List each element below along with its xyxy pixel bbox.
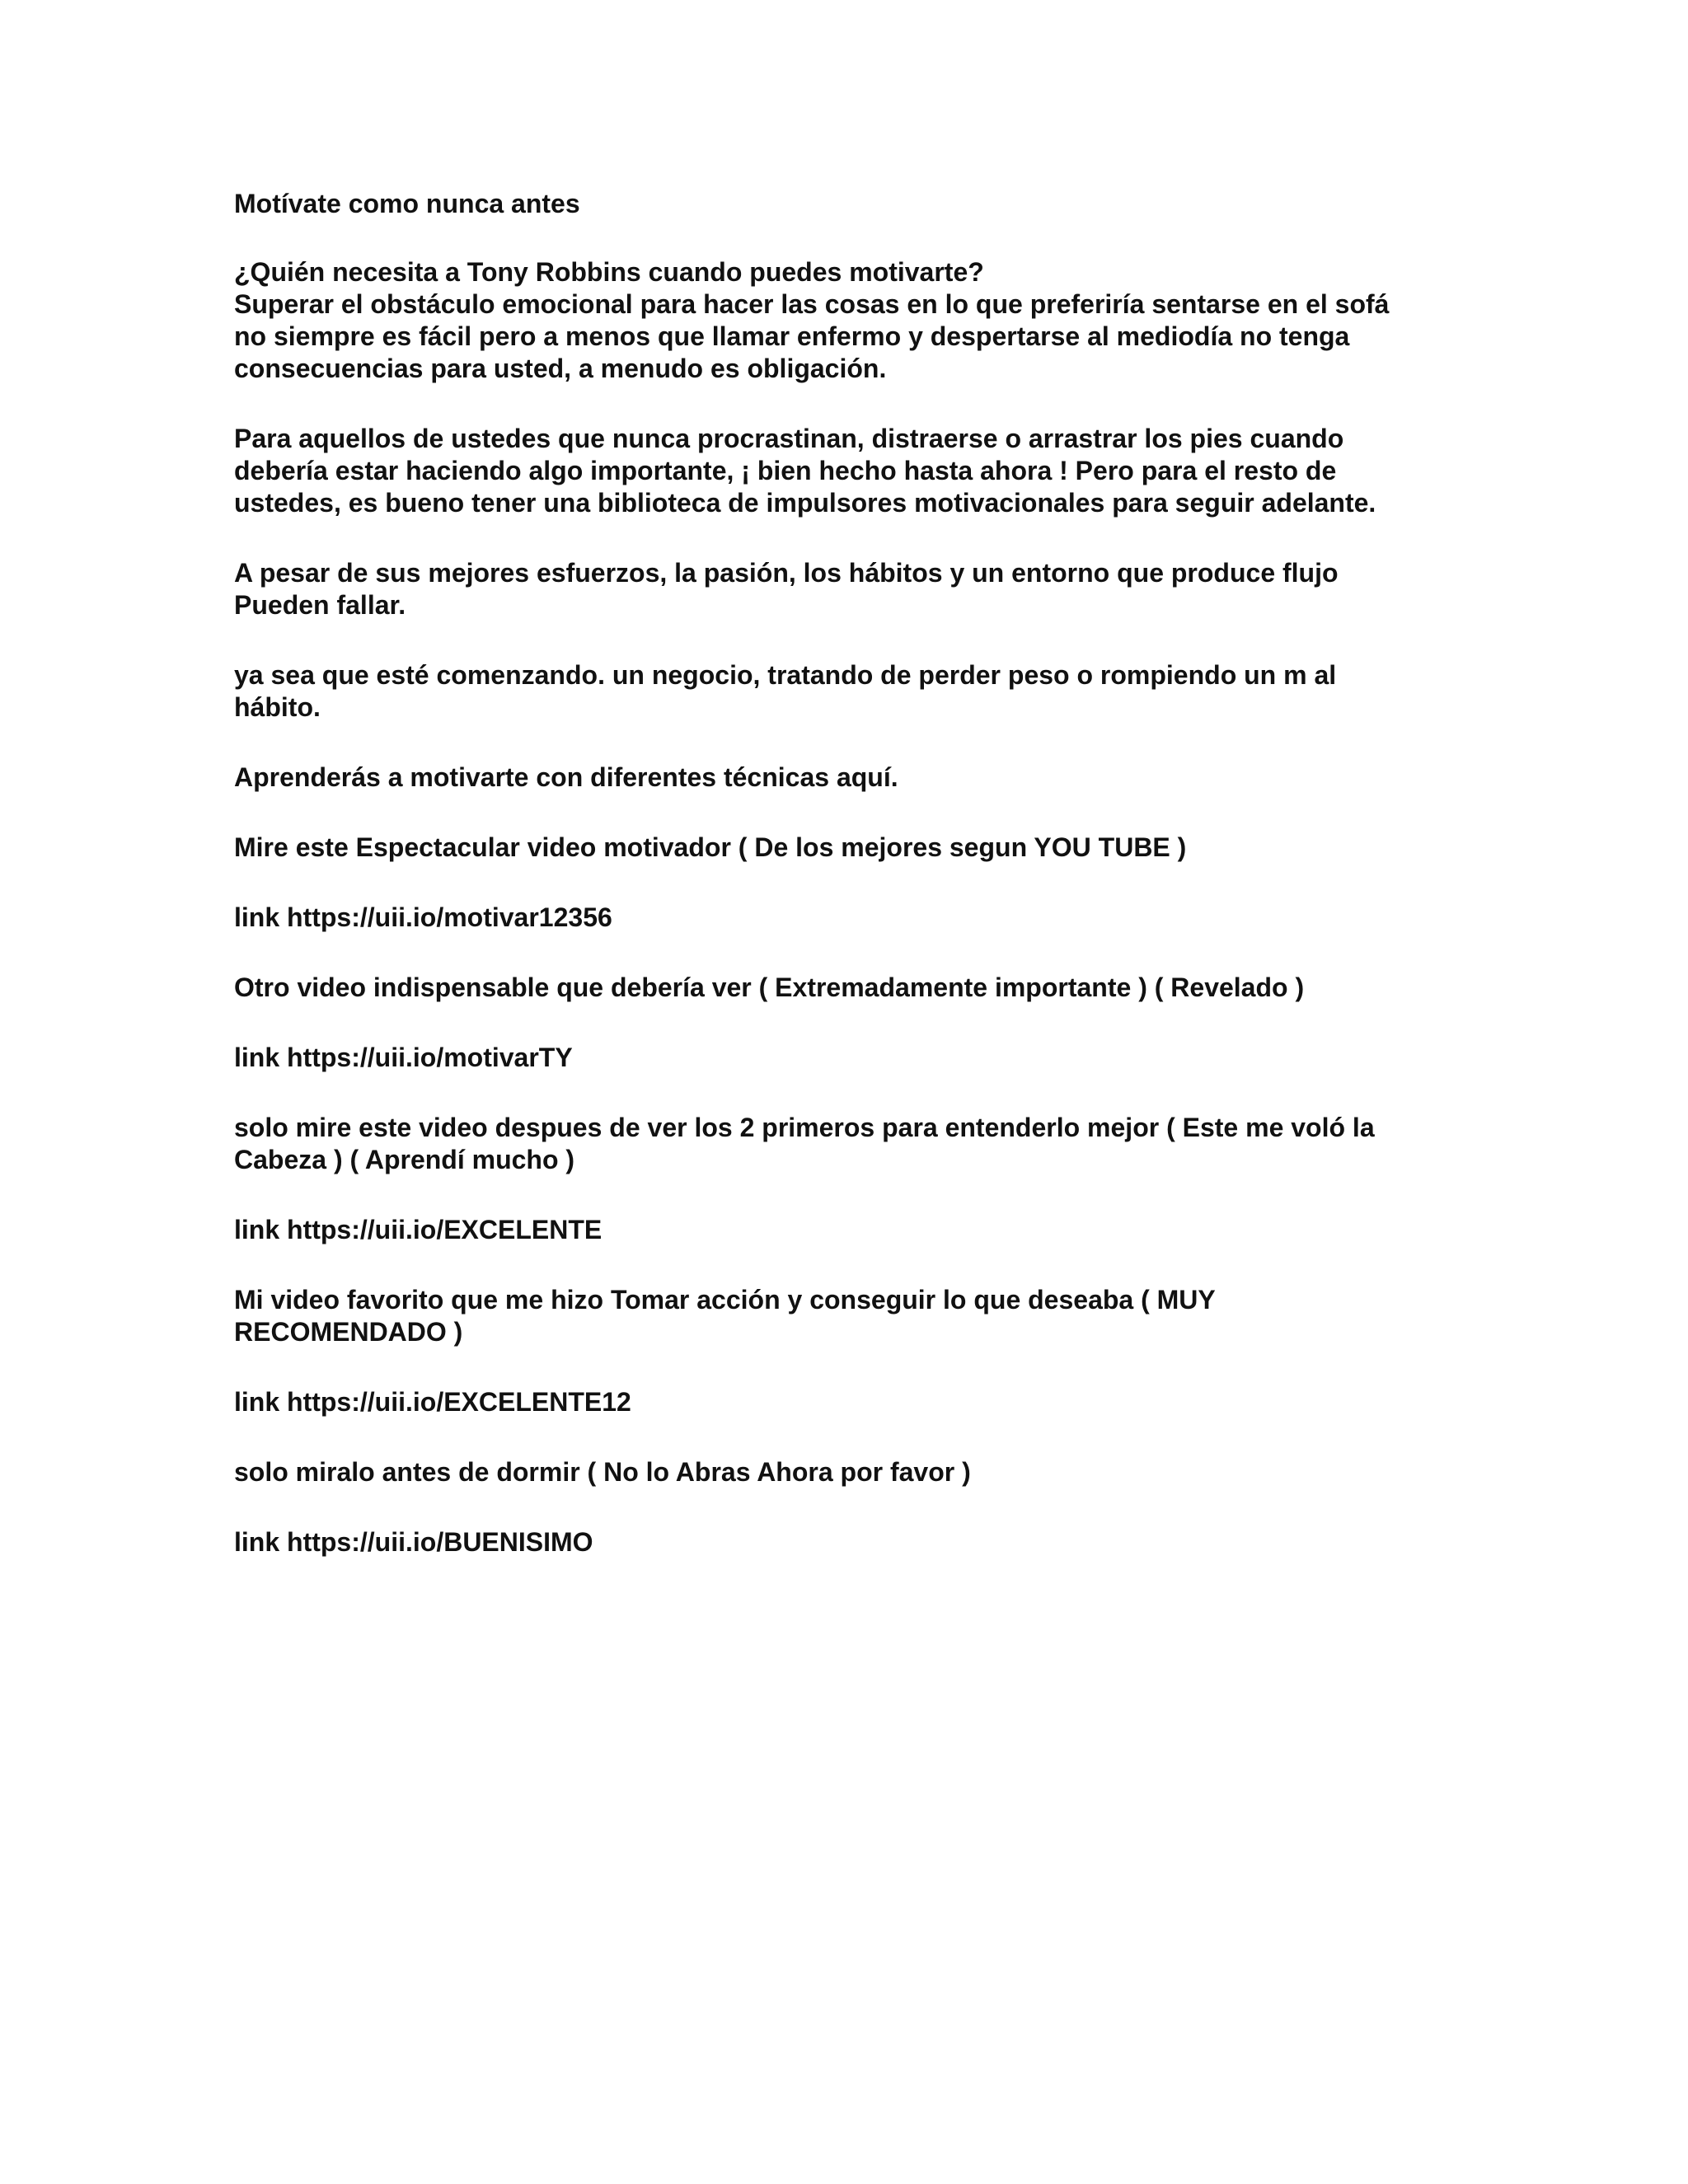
video4-description xyxy=(234,1284,1470,1348)
video5-description xyxy=(234,1456,1470,1488)
video-description-line: RECOMENDADO ) xyxy=(234,1317,463,1347)
business-paragraph xyxy=(234,659,1470,724)
intro-question: ¿Quién necesita a Tony Robbins cuando puedes motivarte? xyxy=(234,257,984,287)
video1-link-line xyxy=(234,902,1470,934)
intro-line: consecuencias para usted, a menudo es obligación. xyxy=(234,354,887,383)
paragraph-line: debería estar haciendo algo importante, ¡ bien hecho hasta ahora ! Pero para el resto de xyxy=(234,456,1337,485)
video3-link-line xyxy=(234,1214,1470,1246)
video5-link[interactable]: https://uii.io/BUENISIMO xyxy=(287,1527,593,1557)
learn-paragraph xyxy=(234,762,1470,794)
document-body xyxy=(234,188,1470,1596)
video4-link[interactable]: https://uii.io/EXCELENTE12 xyxy=(287,1387,631,1417)
video-description-line: Otro video indispensable que debería ver ( Extremadamente importante ) ( Revelado ) xyxy=(234,972,1305,1002)
video-description-line: solo miralo antes de dormir ( No lo Abras Ahora por favor ) xyxy=(234,1457,971,1487)
effort-paragraph xyxy=(234,557,1470,621)
video2-link[interactable]: https://uii.io/motivarTY xyxy=(287,1043,573,1072)
link-prefix: link xyxy=(234,1043,280,1072)
link-prefix: link xyxy=(234,902,280,932)
link-prefix: link xyxy=(234,1387,280,1417)
paragraph-line: Aprenderás a motivarte con diferentes técnicas aquí. xyxy=(234,762,898,792)
paragraph-line: hábito. xyxy=(234,692,321,722)
document-title: Motívate como nunca antes xyxy=(234,189,580,218)
video1-description xyxy=(234,832,1470,864)
video-description-line: Mire este Espectacular video motivador ( De los mejores segun YOU TUBE ) xyxy=(234,832,1187,862)
video-description-line: Cabeza ) ( Aprendí mucho ) xyxy=(234,1145,575,1174)
video3-link[interactable]: https://uii.io/EXCELENTE xyxy=(287,1215,603,1244)
intro-paragraph xyxy=(234,256,1470,385)
link-prefix: link xyxy=(234,1215,280,1244)
video-description-line: Mi video favorito que me hizo Tomar acción y conseguir lo que deseaba ( MUY xyxy=(234,1285,1216,1315)
paragraph-line: ustedes, es bueno tener una biblioteca de impulsores motivacionales para seguir adelante. xyxy=(234,488,1376,518)
video2-link-line xyxy=(234,1042,1470,1074)
paragraph-line: Para aquellos de ustedes que nunca procrastinan, distraerse o arrastrar los pies cuando xyxy=(234,424,1344,453)
video1-link[interactable]: https://uii.io/motivar12356 xyxy=(287,902,612,932)
paragraph-line: A pesar de sus mejores esfuerzos, la pasión, los hábitos y un entorno que produce flujo xyxy=(234,558,1339,588)
video5-link-line xyxy=(234,1526,1470,1558)
intro-line: Superar el obstáculo emocional para hacer las cosas en lo que preferiría sentarse en el sofá xyxy=(234,289,1390,319)
video4-link-line xyxy=(234,1386,1470,1418)
procrastinate-paragraph xyxy=(234,423,1470,519)
paragraph-line: Pueden fallar. xyxy=(234,590,406,620)
video3-description xyxy=(234,1112,1470,1176)
video-description-line: solo mire este video despues de ver los 2 primeros para entenderlo mejor ( Este me voló la xyxy=(234,1113,1375,1142)
intro-line: no siempre es fácil pero a menos que llamar enfermo y despertarse al mediodía no tenga xyxy=(234,321,1350,351)
video2-description xyxy=(234,972,1470,1004)
link-prefix: link xyxy=(234,1527,280,1557)
paragraph-line: ya sea que esté comenzando. un negocio, tratando de perder peso o rompiendo un m al xyxy=(234,660,1337,690)
